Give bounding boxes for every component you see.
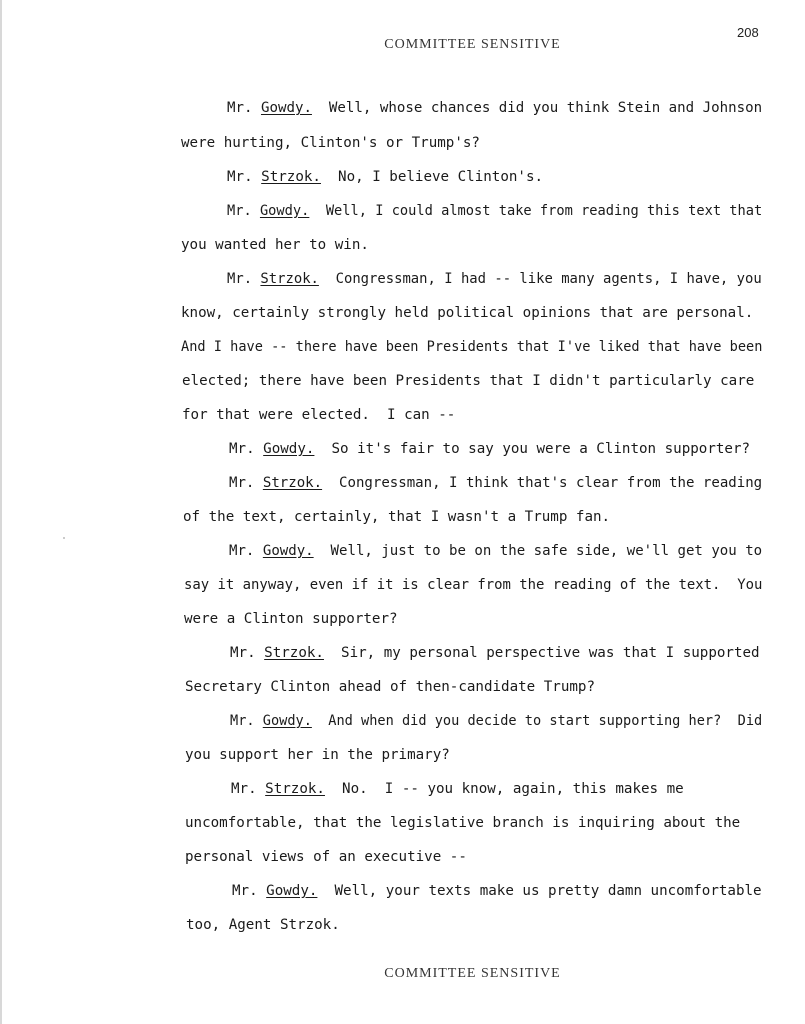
speaker-name: Strzok. xyxy=(262,475,323,491)
speaker-prefix: Mr. xyxy=(227,271,261,287)
transcript-speaker-line xyxy=(229,440,750,458)
transcript-speaker-line xyxy=(231,780,684,798)
speaker-prefix: Mr. xyxy=(232,883,267,899)
page-number: 208 xyxy=(737,25,759,40)
transcript-line: say it anyway, even if it is clear from the reading of the text. You xyxy=(184,577,763,593)
speech-text: Well, your texts make us pretty damn uncomfortable xyxy=(317,883,762,899)
speaker-name: Gowdy. xyxy=(262,713,312,729)
transcript-line: personal views of an executive -- xyxy=(185,849,467,865)
speaker-prefix: Mr. xyxy=(229,441,264,457)
transcript-line: And I have -- there have been Presidents that I've liked that have been xyxy=(181,339,763,355)
transcript-line: you wanted her to win. xyxy=(181,237,369,253)
transcript-line: of the text, certainly, that I wasn't a Trump fan. xyxy=(183,509,611,525)
transcript-line: were a Clinton supporter? xyxy=(184,611,398,627)
speaker-prefix: Mr. xyxy=(229,543,263,559)
speaker-name: Strzok. xyxy=(260,271,319,287)
transcript-speaker-line xyxy=(230,644,760,662)
speech-text: And when did you decide to start supporting her? Did xyxy=(311,713,763,729)
speaker-name: Strzok. xyxy=(264,645,324,661)
transcript-line: elected; there have been Presidents that I didn't particularly care xyxy=(182,373,755,389)
speech-text: Well, I could almost take from reading this text that xyxy=(309,203,763,219)
speaker-name: Gowdy. xyxy=(266,883,318,899)
transcript-line: for that were elected. I can -- xyxy=(182,407,456,423)
transcript-speaker-line xyxy=(230,712,762,730)
transcript-line: too, Agent Strzok. xyxy=(186,917,340,933)
transcript-speaker-line xyxy=(229,542,762,560)
speech-text: So it's fair to say you were a Clinton supporter? xyxy=(314,441,751,457)
speaker-name: Gowdy. xyxy=(260,100,312,116)
transcript-speaker-line xyxy=(227,270,762,288)
transcript-line: know, certainly strongly held political opinions that are personal. xyxy=(181,305,754,321)
speaker-prefix: Mr. xyxy=(231,781,266,797)
speech-text: No. I -- you know, again, this makes me xyxy=(324,781,684,797)
page-edge xyxy=(0,0,2,1024)
speech-text: Sir, my personal perspective was that I supported xyxy=(323,645,760,661)
footer-classification: COMMITTEE SENSITIVE xyxy=(384,966,561,981)
scan-speck xyxy=(63,537,65,539)
speech-text: Congressman, I think that's clear from the reading xyxy=(322,475,763,491)
speech-text: Well, whose chances did you think Stein and Johnson xyxy=(311,100,763,116)
transcript-speaker-line xyxy=(229,474,762,492)
speaker-prefix: Mr. xyxy=(229,475,263,491)
speaker-prefix: Mr. xyxy=(227,203,260,219)
speech-text: Congressman, I had -- like many agents, I have, you xyxy=(318,271,762,287)
speaker-name: Strzok. xyxy=(265,781,325,797)
transcript-speaker-line xyxy=(227,168,543,186)
speech-text: Well, just to be on the safe side, we'll get you to xyxy=(313,543,763,559)
speaker-name: Gowdy. xyxy=(263,441,315,457)
transcript-speaker-line xyxy=(232,882,762,900)
transcript-speaker-line xyxy=(227,99,762,117)
speech-text: No, I believe Clinton's. xyxy=(320,169,544,185)
transcript-speaker-line xyxy=(227,202,762,220)
header-classification: COMMITTEE SENSITIVE xyxy=(384,37,561,52)
transcript-line: were hurting, Clinton's or Trump's? xyxy=(181,135,480,151)
transcript-line: you support her in the primary? xyxy=(185,747,450,763)
transcript-line: Secretary Clinton ahead of then-candidate Trump? xyxy=(185,679,595,695)
speaker-name: Strzok. xyxy=(261,169,321,185)
speaker-prefix: Mr. xyxy=(230,713,263,729)
speaker-name: Gowdy. xyxy=(262,543,314,559)
speaker-name: Gowdy. xyxy=(259,203,310,219)
speaker-prefix: Mr. xyxy=(227,169,262,185)
speaker-prefix: Mr. xyxy=(227,100,261,116)
speaker-prefix: Mr. xyxy=(230,645,265,661)
transcript-line: uncomfortable, that the legislative branch is inquiring about the xyxy=(185,815,741,831)
